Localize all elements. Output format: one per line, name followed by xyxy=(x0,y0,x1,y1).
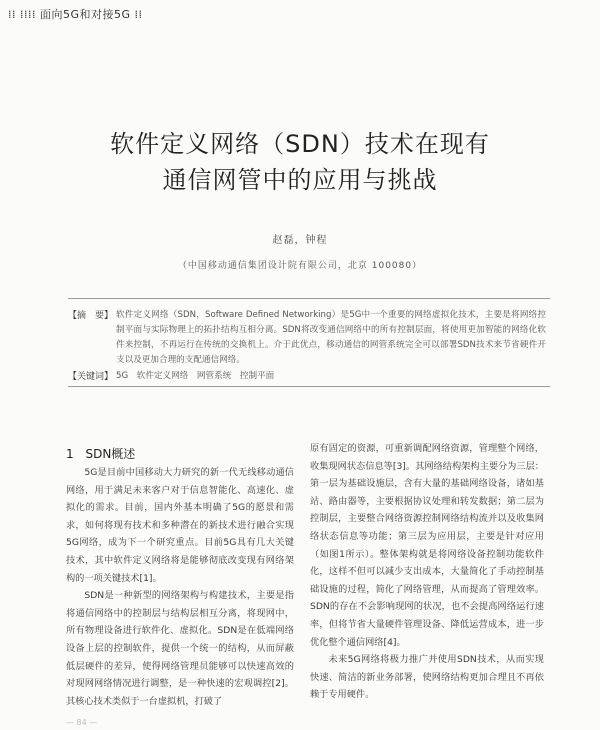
section-heading xyxy=(66,445,135,462)
header-decoration-left: ⁞⁞ ⁞⁞⁞⁞ xyxy=(8,8,36,21)
abstract-bottom-rule xyxy=(68,386,550,387)
left-column xyxy=(66,464,294,710)
page-footer: — 84 — xyxy=(66,718,98,727)
title-line-1: 软件定义网络（SDN）技术在现有 xyxy=(110,130,490,158)
right-paragraph-1: 原有固定的资源，可重新调配网络资源，管理整个网络，收集现网状态信息等[3]。其网络结构架构主要分为三层：第一层为基础设施层，含有大量的基础网络设备，诸如基站、路由器等，主要根据协议处理和转发数据；第二层为控制层，主要整合网络资源控制网络结构流并以及收集网络状态信息等功能；第三层为应用层，主要是针对应用（如图1所示）。整体架构就是将网络设备控制功能软件化，这样不但可以减少支出成本，大量简化了手动控制基础设施的过程，简化了网络管理，从而提高了管理效率。SDN的存在不会影响现网的状况，也不会提高网络运行速率，但将节省大量硬件管理设备、降低运营成本，进一步优化整个通信网络[4]。 xyxy=(310,443,544,648)
keywords-label: 【关键词】 xyxy=(68,372,114,382)
section-title: SDN概述 xyxy=(85,447,136,461)
abstract-top-rule xyxy=(68,298,550,299)
title-line-2: 通信网管中的应用与挑战 xyxy=(162,166,438,194)
affiliation: （中国移动通信集团设计院有限公司，北京 100080） xyxy=(177,261,423,271)
authors: 赵磊，钟程 xyxy=(272,235,328,246)
left-paragraph-1: 5G是目前中国移动大力研究的新一代无线移动通信网络，用于满足未来客户对于信息智能化、高速化、虚拟化的需求。目前，国内外基本明确了5G的愿景和需求，如何将现有技术和多种潜在的新技术进行融合实现5G网络，成为下一个研究重点。目前5G具有几大关键技术，其中软件定义网络将是能够彻底改变现有网络架构的一项关键技术[1]。 xyxy=(66,467,294,584)
right-column xyxy=(310,440,544,704)
paper-title xyxy=(0,126,600,198)
header-tag-text: 面向5G和对接5G xyxy=(39,8,131,21)
right-paragraph-2: 未来5G网络将极力推广并使用SDN技术，从而实现快速、简洁的新业务部署，使网络结构更加合理且不再依赖于专用硬件。 xyxy=(310,654,544,701)
abstract-text: 软件定义网络（SDN，Software Defined Networking）是5G中一个重要的网络虚拟化技术，主要是将网络控制平面与实际物理上的拓扑结构互相分离。SDN将改变通信网络中的所有控制层面，将使用更加智能的网络化软件来控制，不再运行在传统的交换机上。介于此优点，移动通信的网管系统完全可以部署SDN技术来节省硬件开支以及更加合理的支配通信网络。 xyxy=(116,310,546,365)
header-decoration-right: ⁞⁞ xyxy=(134,8,143,21)
section-number: 1 xyxy=(66,447,74,461)
running-header xyxy=(8,6,143,22)
abstract-label: 【摘 要】 xyxy=(68,311,114,321)
left-paragraph-2: SDN是一种新型的网络架构与构建技术，主要是指将通信网络中的控制层与结构层相互分离，将现网中，所有物理设备进行软件化、虚拟化。SDN是在低端网络设备上层的控制软件，提供一个统一的结构，从而屏蔽低层硬件的差异，使得网络管理员能够可以快速高效的对现网网络情况进行调整，是一种快速的宏观调控[2]。其核心技术类似于一台虚拟机，打破了 xyxy=(66,590,294,707)
keywords-text: 5G 软件定义网络 网管系统 控制平面 xyxy=(116,371,275,381)
